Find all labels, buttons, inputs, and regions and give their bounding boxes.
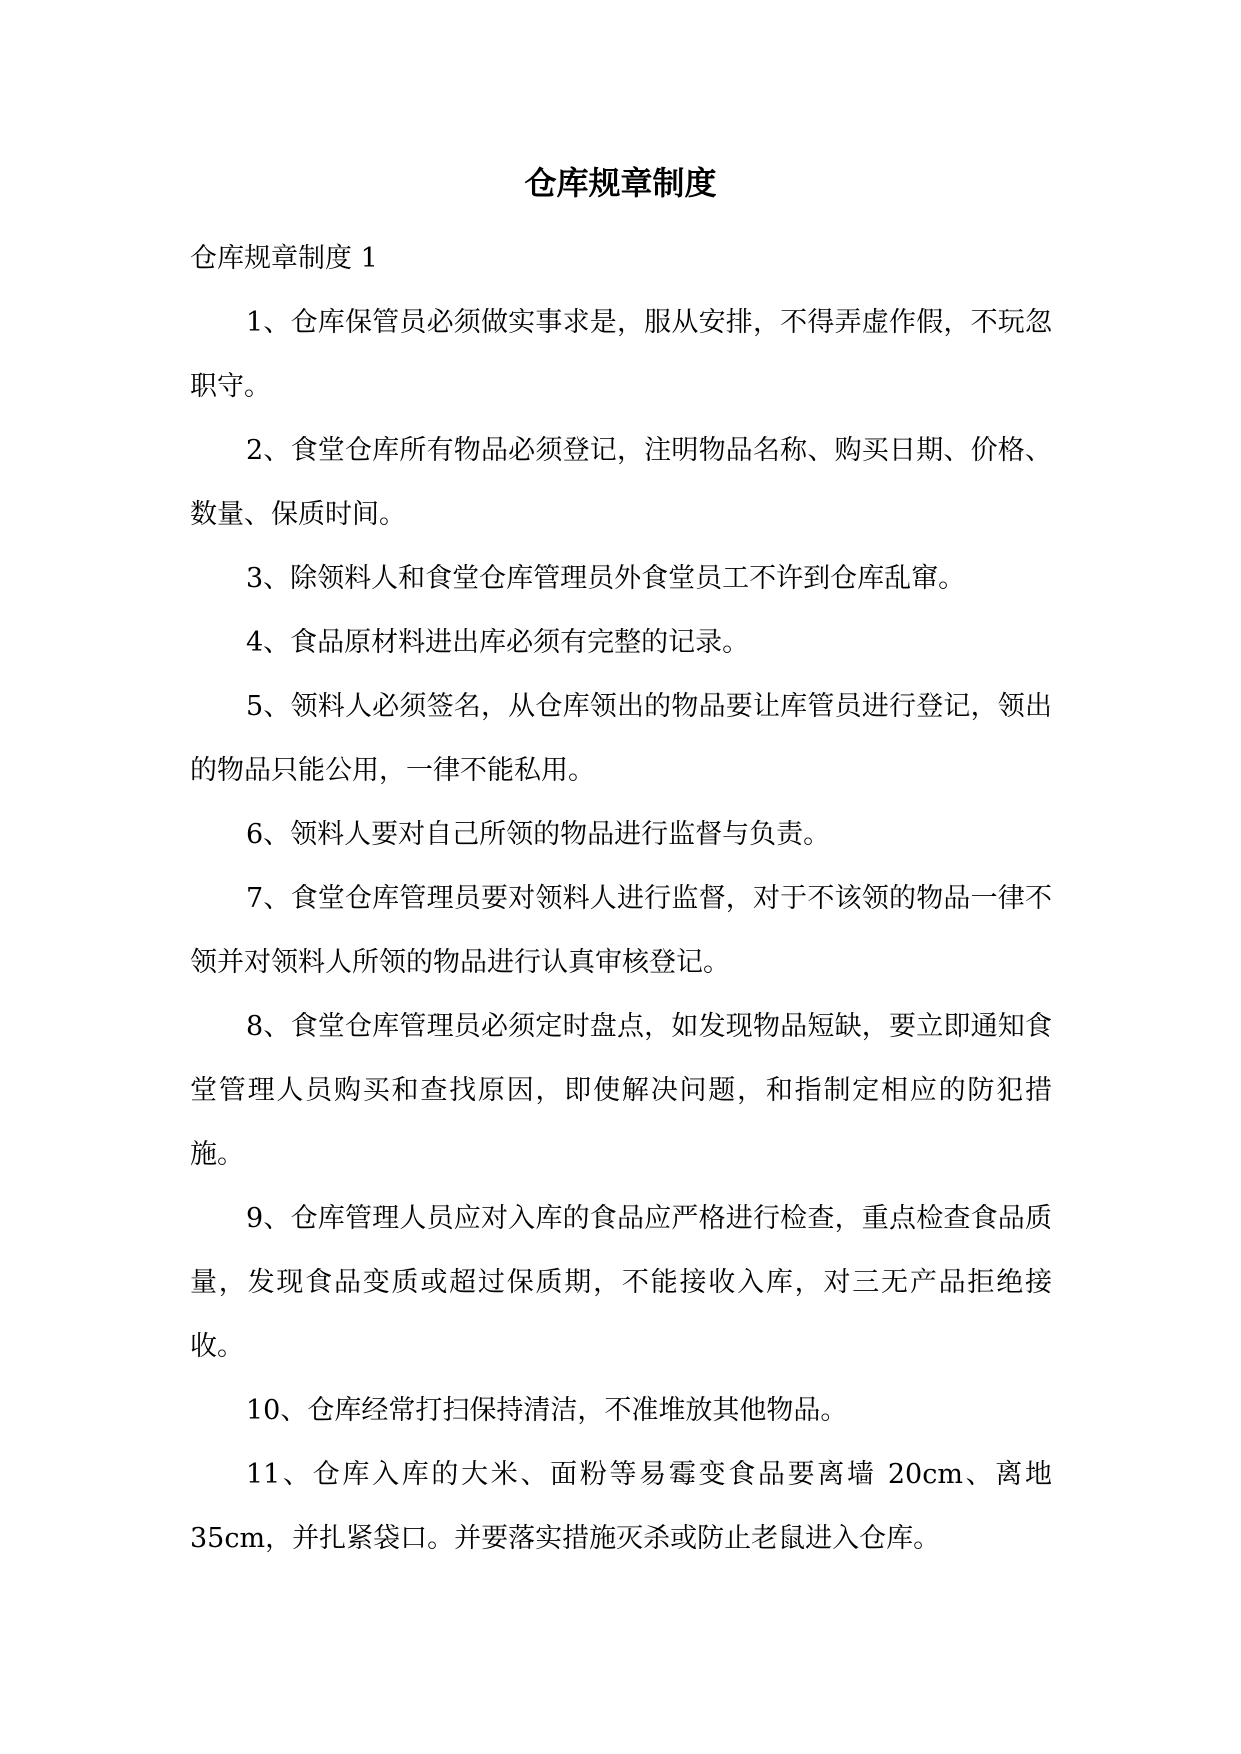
rule-paragraph-3: 3、除领料人和食堂仓库管理员外食堂员工不许到仓库乱窜。 <box>246 563 966 594</box>
rule-paragraph-6: 6、领料人要对自己所领的物品进行监督与负责。 <box>246 819 831 850</box>
rule-paragraph-5: 5、领料人必须签名，从仓库领出的物品要让库管员进行登记，领出的物品只能公用，一律不能私用。 <box>190 691 1052 786</box>
document-title: 仓库规章制度 <box>524 164 717 202</box>
rule-paragraph-8: 8、食堂仓库管理员必须定时盘点，如发现物品短缺，要立即通知食堂管理人员购买和查找原因，即使解决问题，和指制定相应的防犯措施。 <box>190 1011 1052 1170</box>
section-heading: 仓库规章制度 1 <box>190 243 378 274</box>
rule-paragraph-10: 10、仓库经常打扫保持清洁，不准堆放其他物品。 <box>246 1395 848 1426</box>
rule-paragraph-9: 9、仓库管理人员应对入库的食品应严格进行检查，重点检查食品质量，发现食品变质或超过保质期，不能接收入库，对三无产品拒绝接收。 <box>190 1203 1052 1362</box>
rule-paragraph-1: 1、仓库保管员必须做实事求是，服从安排，不得弄虚作假，不玩忽职守。 <box>190 307 1052 402</box>
rule-paragraph-11: 11、仓库入库的大米、面粉等易霉变食品要离墙 20cm、离地 35cm，并扎紧袋口。并要落实措施灭杀或防止老鼠进入仓库。 <box>190 1459 1052 1554</box>
rule-paragraph-4: 4、食品原材料进出库必须有完整的记录。 <box>246 627 750 658</box>
document-body <box>190 227 1052 1571</box>
rule-paragraph-7: 7、食堂仓库管理员要对领料人进行监督，对于不该领的物品一律不领并对领料人所领的物品进行认真审核登记。 <box>190 883 1052 978</box>
rule-paragraph-2: 2、食堂仓库所有物品必须登记，注明物品名称、购买日期、价格、数量、保质时间。 <box>190 435 1052 530</box>
